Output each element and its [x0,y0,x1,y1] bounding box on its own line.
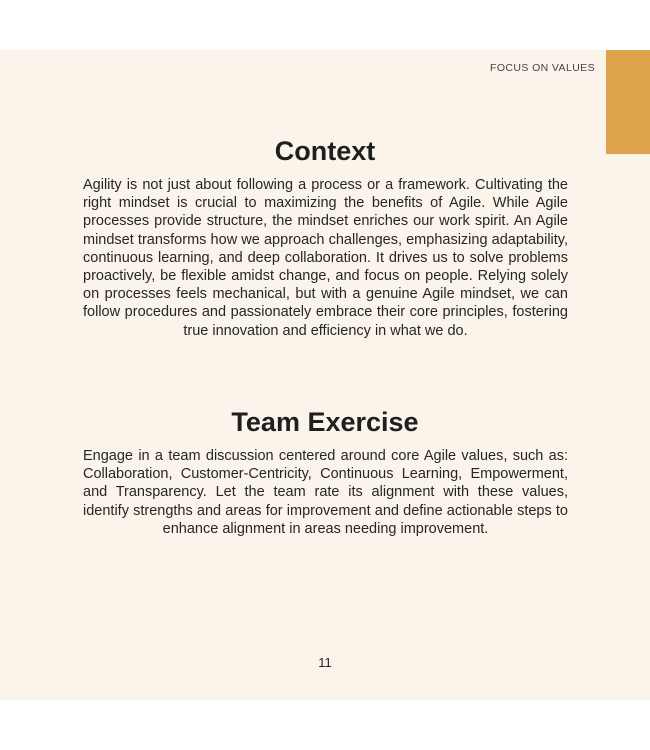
book-page [0,50,650,700]
page-number: 11 [318,655,332,670]
context-paragraph: Agility is not just about following a process or a framework. Cultivating the right mindset is crucial to maximizing the benefits of Agile. While Agile processes provide structure, the mindset enriches our work spirit. An Agile mindset transforms how we approach challenges, emphasizing adaptability, continuous learning, and deep collaboration. It drives us to solve problems proactively, be flexible amidst change, and focus on people. Relying solely on processes feels mechanical, but with a genuine Agile mindset, we can follow procedures and passionately embrace their core principles, fostering true innovation and efficiency in what we do. [83,177,568,339]
team-exercise-paragraph: Engage in a team discussion centered around core Agile values, such as: Collaboration, Customer-Centricity, Continuous Learning, Empowerment, and Transparency. Let the team rate its alignment with these values, identify strengths and areas for improvement and define actionable steps to enhance alignment in areas needing improvement. [83,448,568,537]
team-exercise-heading: Team Exercise [231,407,419,437]
context-heading: Context [274,136,376,166]
running-header: FOCUS ON VALUES [490,62,595,74]
